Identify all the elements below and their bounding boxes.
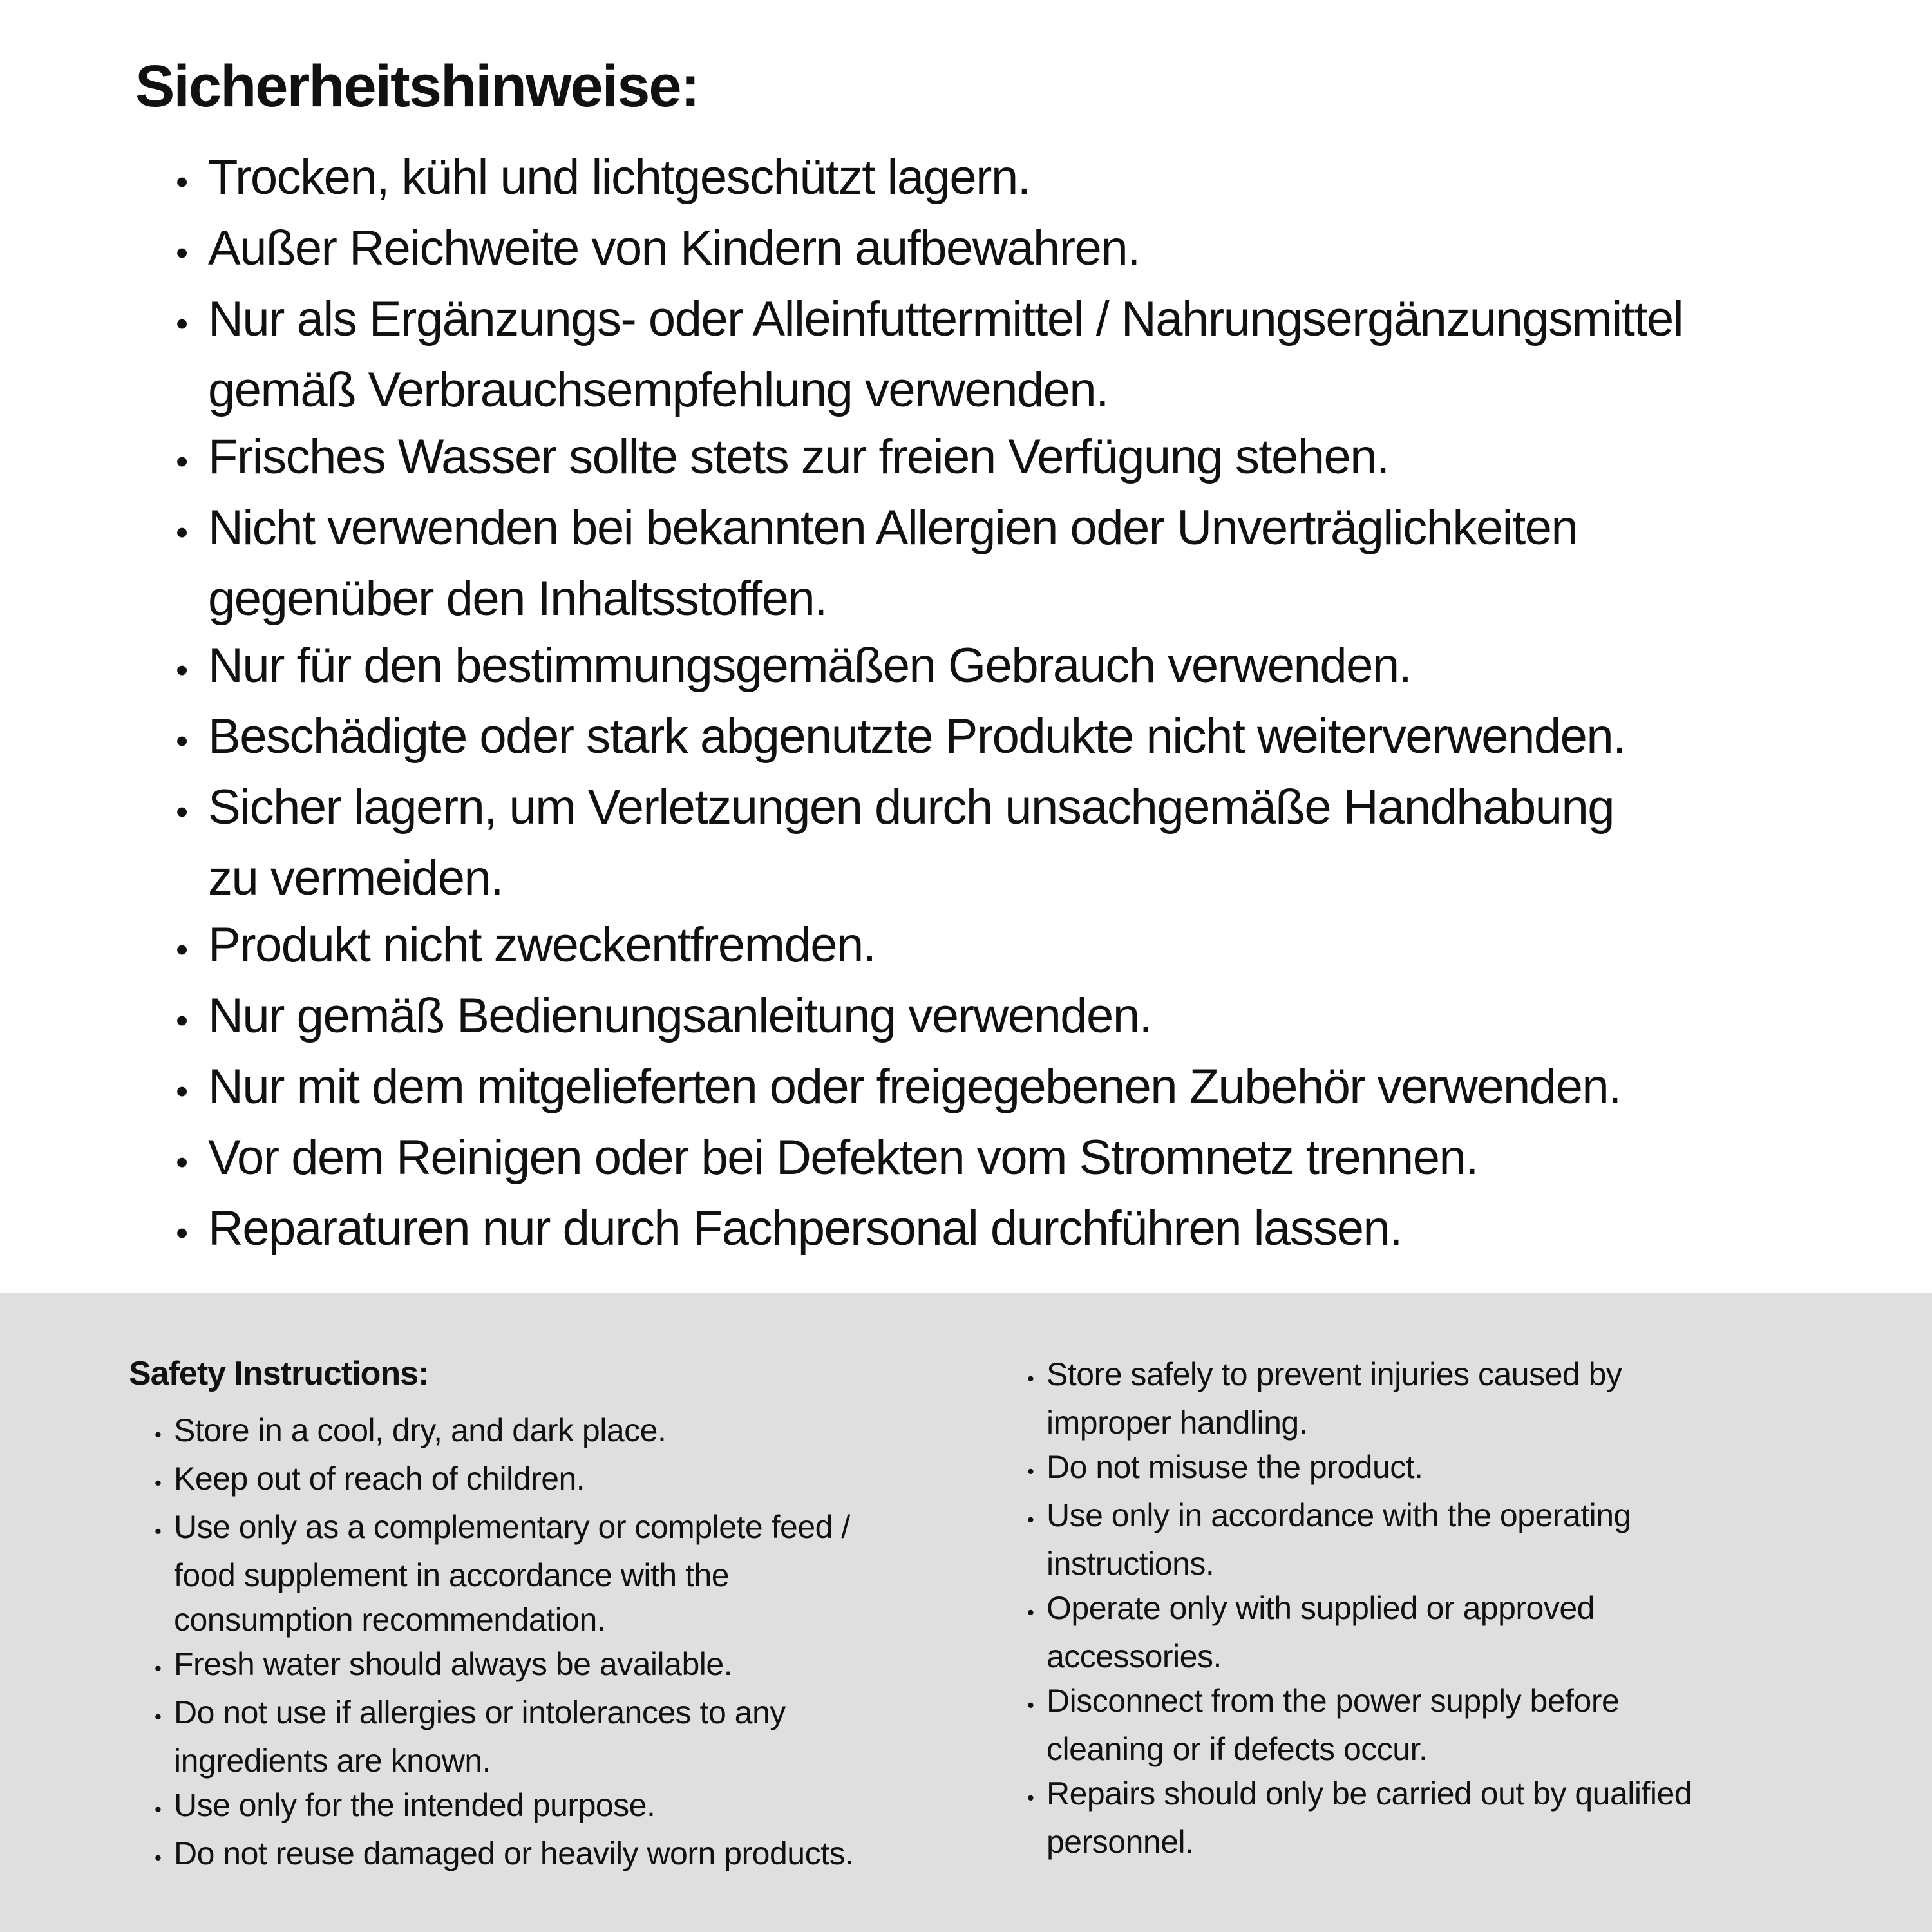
list-item [155, 1690, 853, 1739]
bullet-marker: • [1027, 1367, 1034, 1390]
bullet-marker: • [176, 1071, 187, 1111]
list-item [1027, 1586, 1692, 1634]
list-item [1027, 1445, 1692, 1493]
bullet-marker: • [176, 512, 187, 552]
list-item-text: Do not use if allergies or intolerances to any [174, 1694, 786, 1730]
bullet-marker: • [1027, 1694, 1034, 1716]
list-item [176, 357, 1683, 424]
list-item-text: zu vermeiden. [208, 851, 503, 905]
list-item [176, 565, 1683, 632]
list-item [155, 1783, 853, 1832]
list-item [1027, 1401, 1692, 1445]
english-section-title: Safety Instructions: [129, 1355, 429, 1392]
bullet-marker: • [1027, 1508, 1034, 1531]
list-item-text: food supplement in accordance with the [174, 1557, 730, 1593]
list-item [176, 1054, 1683, 1124]
bullet-marker: • [176, 162, 187, 202]
list-item [155, 1553, 853, 1598]
list-item-text: Fresh water should always be available. [174, 1646, 733, 1682]
list-item-text: Store safely to prevent injuries caused by [1046, 1356, 1622, 1392]
list-item [176, 424, 1683, 495]
list-item-text: ingredients are known. [174, 1743, 491, 1779]
list-item-text: Nur als Ergänzungs- oder Alleinfuttermittel / Nahrungsergänzungsmittel [208, 292, 1683, 346]
list-item [176, 632, 1683, 703]
list-item-text: Keep out of reach of children. [174, 1461, 585, 1497]
list-item-text: Trocken, kühl und lichtgeschützt lagern. [208, 150, 1030, 205]
list-item-text: Use only for the intended purpose. [174, 1787, 656, 1823]
list-item [1027, 1352, 1692, 1401]
list-item-text: Do not misuse the product. [1046, 1449, 1423, 1485]
list-item [155, 1642, 853, 1690]
bullet-marker: • [155, 1657, 162, 1680]
list-item-text: Repairs should only be carried out by qualified [1046, 1776, 1692, 1812]
bullet-marker: • [176, 303, 187, 343]
bullet-marker: • [155, 1423, 162, 1446]
english-safety-list-left-column [155, 1408, 853, 1880]
list-item-text: Use only as a complementary or complete feed / [174, 1509, 850, 1545]
list-item-text: Nicht verwenden bei bekannten Allergien oder Unverträglichkeiten [208, 500, 1578, 555]
list-item-text: improper handling. [1046, 1405, 1308, 1441]
bullet-marker: • [155, 1705, 162, 1728]
list-item-text: accessories. [1046, 1638, 1222, 1674]
list-item [1027, 1772, 1692, 1820]
list-item [176, 912, 1683, 983]
list-item-text: Frisches Wasser sollte stets zur freien Verfügung stehen. [208, 430, 1389, 484]
list-item [1027, 1493, 1692, 1542]
list-item [176, 286, 1683, 357]
list-item [176, 495, 1683, 565]
bullet-marker: • [176, 232, 187, 272]
bullet-marker: • [155, 1798, 162, 1821]
list-item [155, 1739, 853, 1783]
list-item [155, 1598, 853, 1642]
list-item [155, 1505, 853, 1553]
bullet-marker: • [176, 929, 187, 969]
bullet-marker: • [176, 1142, 187, 1182]
list-item-text: Disconnect from the power supply before [1046, 1683, 1620, 1719]
bullet-marker: • [155, 1472, 162, 1494]
list-item [1027, 1727, 1692, 1772]
list-item [1027, 1820, 1692, 1864]
list-item-text: Nur mit dem mitgelieferten oder freigegebenen Zubehör verwenden. [208, 1059, 1621, 1114]
list-item [176, 983, 1683, 1054]
bullet-marker: • [176, 1000, 187, 1040]
list-item [176, 215, 1683, 286]
list-item-text: Vor dem Reinigen oder bei Defekten vom Stromnetz trennen. [208, 1130, 1478, 1185]
bullet-marker: • [176, 650, 187, 690]
bullet-marker: • [176, 721, 187, 761]
bullet-marker: • [1027, 1786, 1034, 1809]
list-item [176, 774, 1683, 845]
list-item [155, 1408, 853, 1457]
list-item-text: Use only in accordance with the operating [1046, 1497, 1631, 1533]
list-item-text: Store in a cool, dry, and dark place. [174, 1412, 667, 1448]
list-item-text: Außer Reichweite von Kindern aufbewahren. [208, 221, 1140, 276]
list-item [1027, 1542, 1692, 1586]
bullet-marker: • [176, 1213, 187, 1253]
list-item-text: Do not reuse damaged or heavily worn products. [174, 1835, 854, 1871]
list-item [176, 703, 1683, 774]
list-item-text: Operate only with supplied or approved [1046, 1590, 1595, 1626]
bullet-marker: • [176, 791, 187, 831]
list-item-text: instructions. [1046, 1546, 1215, 1582]
list-item-text: Produkt nicht zweckentfremden. [208, 918, 876, 972]
list-item-text: Sicher lagern, um Verletzungen durch unsachgemäße Handhabung [208, 780, 1615, 835]
list-item-text: personnel. [1046, 1824, 1194, 1860]
bullet-marker: • [155, 1520, 162, 1542]
list-item [176, 1195, 1683, 1266]
bullet-marker: • [1027, 1460, 1034, 1482]
list-item-text: Beschädigte oder stark abgenutzte Produkte nicht weiterverwenden. [208, 709, 1625, 764]
list-item-text: Nur für den bestimmungsgemäßen Gebrauch verwenden. [208, 638, 1412, 693]
list-item [155, 1457, 853, 1505]
list-item-text: Nur gemäß Bedienungsanleitung verwenden. [208, 989, 1152, 1043]
list-item-text: Reparaturen nur durch Fachpersonal durchführen lassen. [208, 1201, 1402, 1256]
list-item-text: gemäß Verbrauchsempfehlung verwenden. [208, 363, 1108, 417]
list-item [176, 144, 1683, 215]
german-section-title: Sicherheitshinweise: [135, 53, 699, 119]
list-item-text: cleaning or if defects occur. [1046, 1731, 1428, 1767]
list-item [176, 1124, 1683, 1195]
bullet-marker: • [1027, 1601, 1034, 1624]
list-item [1027, 1679, 1692, 1727]
list-item-text: gegenüber den Inhaltsstoffen. [208, 571, 827, 626]
bullet-marker: • [155, 1846, 162, 1869]
bullet-marker: • [176, 441, 187, 481]
german-safety-list [176, 144, 1683, 1266]
list-item [176, 845, 1683, 912]
english-safety-list-right-column [1027, 1352, 1692, 1864]
list-item-text: consumption recommendation. [174, 1602, 606, 1638]
list-item [155, 1832, 853, 1880]
list-item [1027, 1634, 1692, 1679]
english-safety-section [0, 1293, 1932, 1932]
